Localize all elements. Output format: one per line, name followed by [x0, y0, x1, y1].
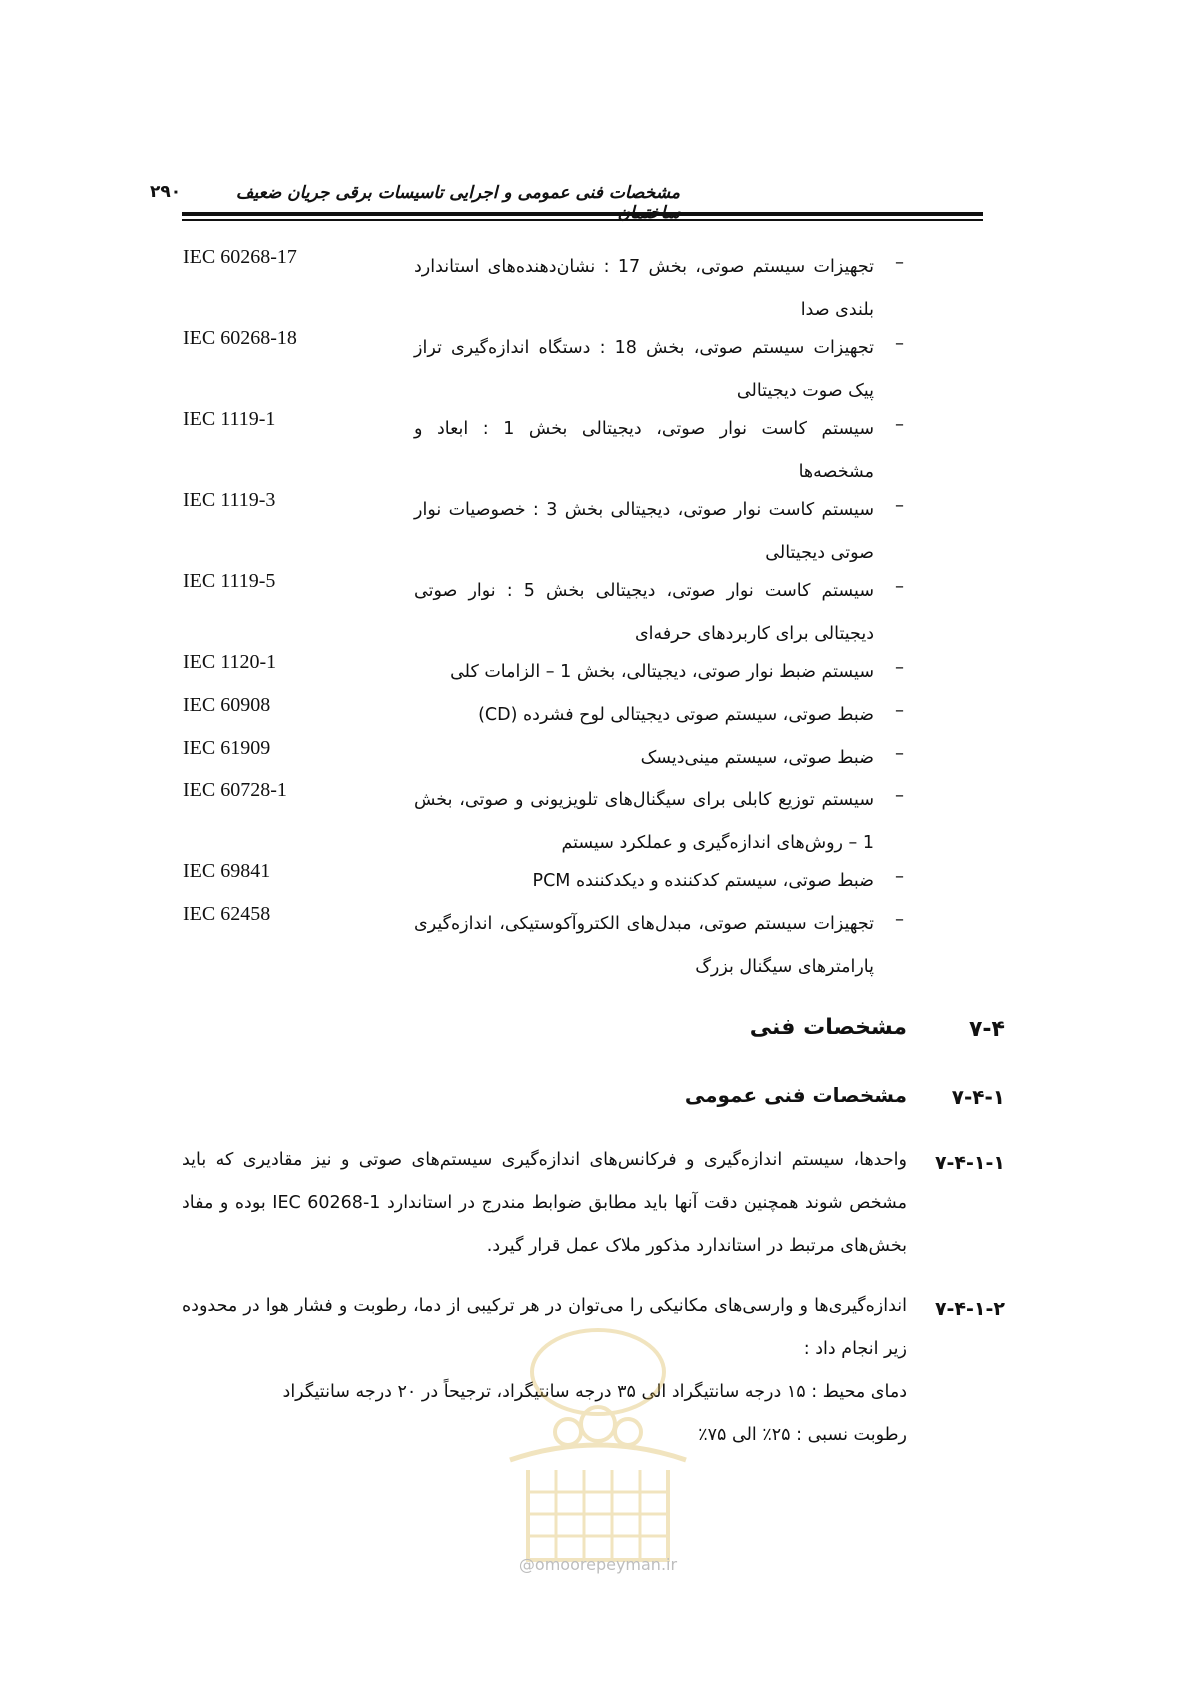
standard-code: IEC 1119-3: [183, 489, 276, 511]
section-title: مشخصات فنی: [749, 1015, 907, 1040]
paragraph-text: اندازه‌گیری‌ها و وارسی‌های مکانیکی را می‌توان در هر ترکیبی از دما، رطوبت و فشار هوا در محدوده زیر انجام داد :: [182, 1296, 907, 1359]
list-dash: –: [895, 333, 904, 354]
standard-title: تجهیزات سیستم صوتی، بخش 18 : دستگاه اندازه‌گیری تراز پیک صوت دیجیتالی: [414, 338, 874, 401]
standard-code: IEC 69841: [183, 860, 271, 882]
standard-code: IEC 61909: [183, 737, 271, 759]
list-dash: –: [895, 866, 904, 887]
temperature-condition: دمای محیط : ۱۵ درجه سانتیگراد الی ۳۵ درجه سانتیگراد، ترجیحاً در ۲۰ درجه سانتیگراد: [282, 1382, 907, 1402]
running-header-title: مشخصات فنی عمومی و اجرایی تاسیسات برقی جریان ضعیف: [235, 183, 680, 203]
standard-title: ضبط صوتی، سیستم صوتی دیجیتالی لوح فشرده (CD): [478, 705, 874, 725]
standard-code: IEC 1119-1: [183, 408, 276, 430]
standard-title: ضبط صوتی، سیستم مینی‌دیسک: [640, 748, 874, 768]
standard-title: سیستم توزیع کابلی برای سیگنال‌های تلویزیونی و صوتی، بخش 1 – روش‌های اندازه‌گیری و عملکرد سیستم: [414, 790, 874, 853]
section-number: ۷-۴: [969, 1017, 1005, 1042]
list-dash: –: [895, 414, 904, 435]
standard-title: سیستم کاست نوار صوتی، دیجیتالی بخش 5 : نوار صوتی دیجیتالی برای کاربردهای حرفه‌ای: [414, 581, 874, 644]
list-dash: –: [895, 576, 904, 597]
standard-title: تجهیزات سیستم صوتی، مبدل‌های الکتروآکوستیکی، اندازه‌گیری پارامترهای سیگنال بزرگ: [414, 914, 874, 977]
paragraph-text: واحدها، سیستم اندازه‌گیری و فرکانس‌های اندازه‌گیری سیستم‌های صوتی و نیز مقادیری که باید مشخص شوند همچنین دقت آنها باید مطابق ضوابط مندرج در استاندارد IEC 60268-1 بوده و مفاد بخش‌های مرتبط در استاندارد مذکور ملاک عمل قرار گیرد.: [182, 1150, 907, 1256]
standard-code: IEC 1119-5: [183, 570, 276, 592]
paragraph-number: ۷-۴-۱-۲: [934, 1298, 1005, 1320]
header-rule-thin: [182, 219, 983, 221]
header-rule-thick: [182, 212, 983, 216]
standard-title: سیستم ضبط نوار صوتی، دیجیتالی، بخش 1 – الزامات کلی: [450, 662, 874, 682]
page-number: ۲۹۰: [150, 182, 182, 202]
standard-code: IEC 60908: [183, 694, 271, 716]
list-dash: –: [895, 909, 904, 930]
standard-code: IEC 62458: [183, 903, 271, 925]
list-dash: –: [895, 252, 904, 273]
standard-code: IEC 60268-18: [183, 327, 297, 349]
humidity-condition: رطوبت نسبی : ۲۵٪ الی ۷۵٪: [698, 1425, 907, 1445]
standard-title: تجهیزات سیستم صوتی، بخش 17 : نشان‌دهنده‌های استاندارد بلندی صدا: [414, 257, 875, 320]
subsection-title: مشخصات فنی عمومی: [684, 1083, 907, 1107]
list-dash: –: [895, 495, 904, 516]
standard-code: IEC 60728-1: [183, 779, 287, 801]
watermark-site: @omoorepeyman.ir: [518, 1555, 678, 1574]
list-dash: –: [895, 785, 904, 806]
standard-title: سیستم کاست نوار صوتی، دیجیتالی بخش 1 : ابعاد و مشخصه‌ها: [414, 419, 874, 482]
list-dash: –: [895, 700, 904, 721]
paragraph-number: ۷-۴-۱-۱: [934, 1152, 1005, 1174]
list-dash: –: [895, 743, 904, 764]
standard-code: IEC 60268-17: [183, 246, 297, 268]
publisher-seal-watermark: [480, 1320, 716, 1580]
subsection-number: ۷-۴-۱: [951, 1085, 1005, 1109]
list-dash: –: [895, 657, 904, 678]
standard-title: سیستم کاست نوار صوتی، دیجیتالی بخش 3 : خصوصیات نوار صوتی دیجیتالی: [414, 500, 874, 563]
standard-code: IEC 1120-1: [183, 651, 277, 673]
standard-title: ضبط صوتی، سیستم کدکننده و دیکدکننده PCM: [532, 871, 874, 891]
